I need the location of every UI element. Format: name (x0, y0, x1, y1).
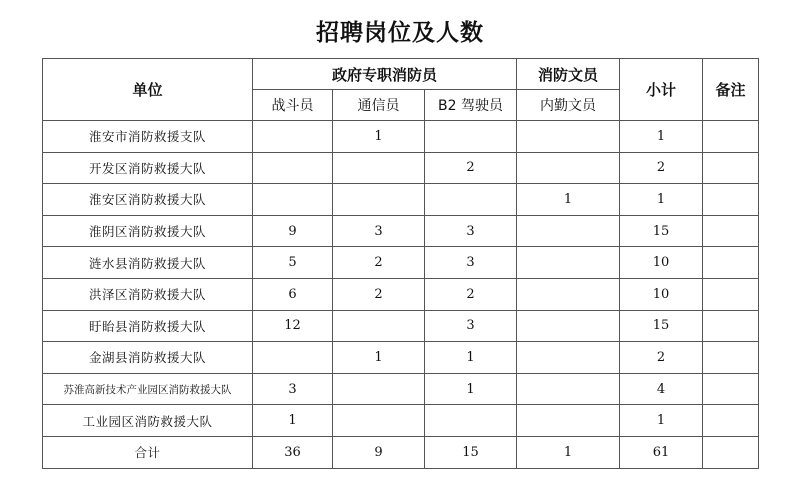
table-row (43, 373, 759, 405)
cell-unit: 涟水县消防救援大队 (43, 247, 253, 279)
cell-fighter (253, 184, 333, 216)
cell-subtotal: 1 (620, 184, 703, 216)
cell-unit: 盱眙县消防救援大队 (43, 310, 253, 342)
header-fighter: 战斗员 (253, 90, 333, 121)
cell-communicator: 1 (333, 121, 425, 153)
cell-unit: 苏淮高新技术产业园区消防救援大队 (43, 373, 253, 405)
header-subtotal: 小计 (620, 59, 703, 121)
page-title: 招聘岗位及人数 (316, 20, 484, 46)
cell-driver: 3 (425, 310, 517, 342)
cell-remark (703, 310, 759, 342)
table-row (43, 247, 759, 279)
cell-unit: 淮安市消防救援支队 (43, 121, 253, 153)
cell-communicator (333, 152, 425, 184)
cell-total-clerk: 1 (517, 436, 620, 468)
header-remark: 备注 (703, 59, 759, 121)
cell-remark (703, 278, 759, 310)
recruitment-table (42, 58, 759, 469)
header-unit: 单位 (43, 59, 253, 121)
cell-clerk (517, 342, 620, 374)
cell-driver (425, 405, 517, 437)
table-row (43, 152, 759, 184)
cell-driver: 2 (425, 278, 517, 310)
cell-subtotal: 4 (620, 373, 703, 405)
cell-clerk (517, 278, 620, 310)
cell-unit: 金湖县消防救援大队 (43, 342, 253, 374)
cell-driver (425, 184, 517, 216)
header-driver: B2 驾驶员 (425, 90, 517, 121)
table-row (43, 215, 759, 247)
cell-driver: 3 (425, 215, 517, 247)
cell-communicator (333, 310, 425, 342)
table-row (43, 342, 759, 374)
cell-remark (703, 405, 759, 437)
cell-remark (703, 184, 759, 216)
cell-fighter (253, 342, 333, 374)
cell-total-subtotal: 61 (620, 436, 703, 468)
table-row (43, 310, 759, 342)
total-row (43, 436, 759, 468)
cell-remark (703, 215, 759, 247)
cell-unit: 淮阴区消防救援大队 (43, 215, 253, 247)
header-clerk: 内勤文员 (517, 90, 620, 121)
cell-communicator: 1 (333, 342, 425, 374)
cell-driver: 1 (425, 373, 517, 405)
cell-clerk (517, 310, 620, 342)
cell-total-remark (703, 436, 759, 468)
cell-fighter: 5 (253, 247, 333, 279)
cell-clerk (517, 152, 620, 184)
header-civil-group: 消防文员 (517, 59, 620, 90)
cell-total-driver: 15 (425, 436, 517, 468)
cell-communicator (333, 405, 425, 437)
table-row (43, 405, 759, 437)
cell-subtotal: 2 (620, 342, 703, 374)
cell-fighter (253, 121, 333, 153)
cell-unit: 洪泽区消防救援大队 (43, 278, 253, 310)
cell-remark (703, 373, 759, 405)
cell-communicator: 2 (333, 278, 425, 310)
cell-subtotal: 15 (620, 310, 703, 342)
cell-clerk (517, 373, 620, 405)
cell-communicator: 3 (333, 215, 425, 247)
cell-communicator: 2 (333, 247, 425, 279)
table-row (43, 121, 759, 153)
cell-unit: 开发区消防救援大队 (43, 152, 253, 184)
cell-subtotal: 10 (620, 278, 703, 310)
cell-communicator (333, 184, 425, 216)
header-gov-group: 政府专职消防员 (253, 59, 517, 90)
cell-driver: 3 (425, 247, 517, 279)
cell-remark (703, 121, 759, 153)
cell-fighter: 9 (253, 215, 333, 247)
cell-clerk (517, 405, 620, 437)
cell-clerk (517, 121, 620, 153)
cell-clerk (517, 247, 620, 279)
cell-unit: 工业园区消防救援大队 (43, 405, 253, 437)
cell-fighter (253, 152, 333, 184)
cell-remark (703, 342, 759, 374)
cell-unit: 淮安区消防救援大队 (43, 184, 253, 216)
cell-remark (703, 152, 759, 184)
cell-fighter: 3 (253, 373, 333, 405)
table-row (43, 184, 759, 216)
cell-total-communicator: 9 (333, 436, 425, 468)
cell-communicator (333, 373, 425, 405)
cell-subtotal: 2 (620, 152, 703, 184)
cell-fighter: 1 (253, 405, 333, 437)
cell-subtotal: 1 (620, 121, 703, 153)
cell-clerk: 1 (517, 184, 620, 216)
cell-driver: 1 (425, 342, 517, 374)
cell-remark (703, 247, 759, 279)
cell-clerk (517, 215, 620, 247)
cell-subtotal: 15 (620, 215, 703, 247)
header-communicator: 通信员 (333, 90, 425, 121)
cell-total-label: 合计 (43, 436, 253, 468)
cell-total-fighter: 36 (253, 436, 333, 468)
cell-driver: 2 (425, 152, 517, 184)
cell-subtotal: 10 (620, 247, 703, 279)
cell-fighter: 6 (253, 278, 333, 310)
cell-driver (425, 121, 517, 153)
table-row (43, 278, 759, 310)
cell-subtotal: 1 (620, 405, 703, 437)
cell-fighter: 12 (253, 310, 333, 342)
